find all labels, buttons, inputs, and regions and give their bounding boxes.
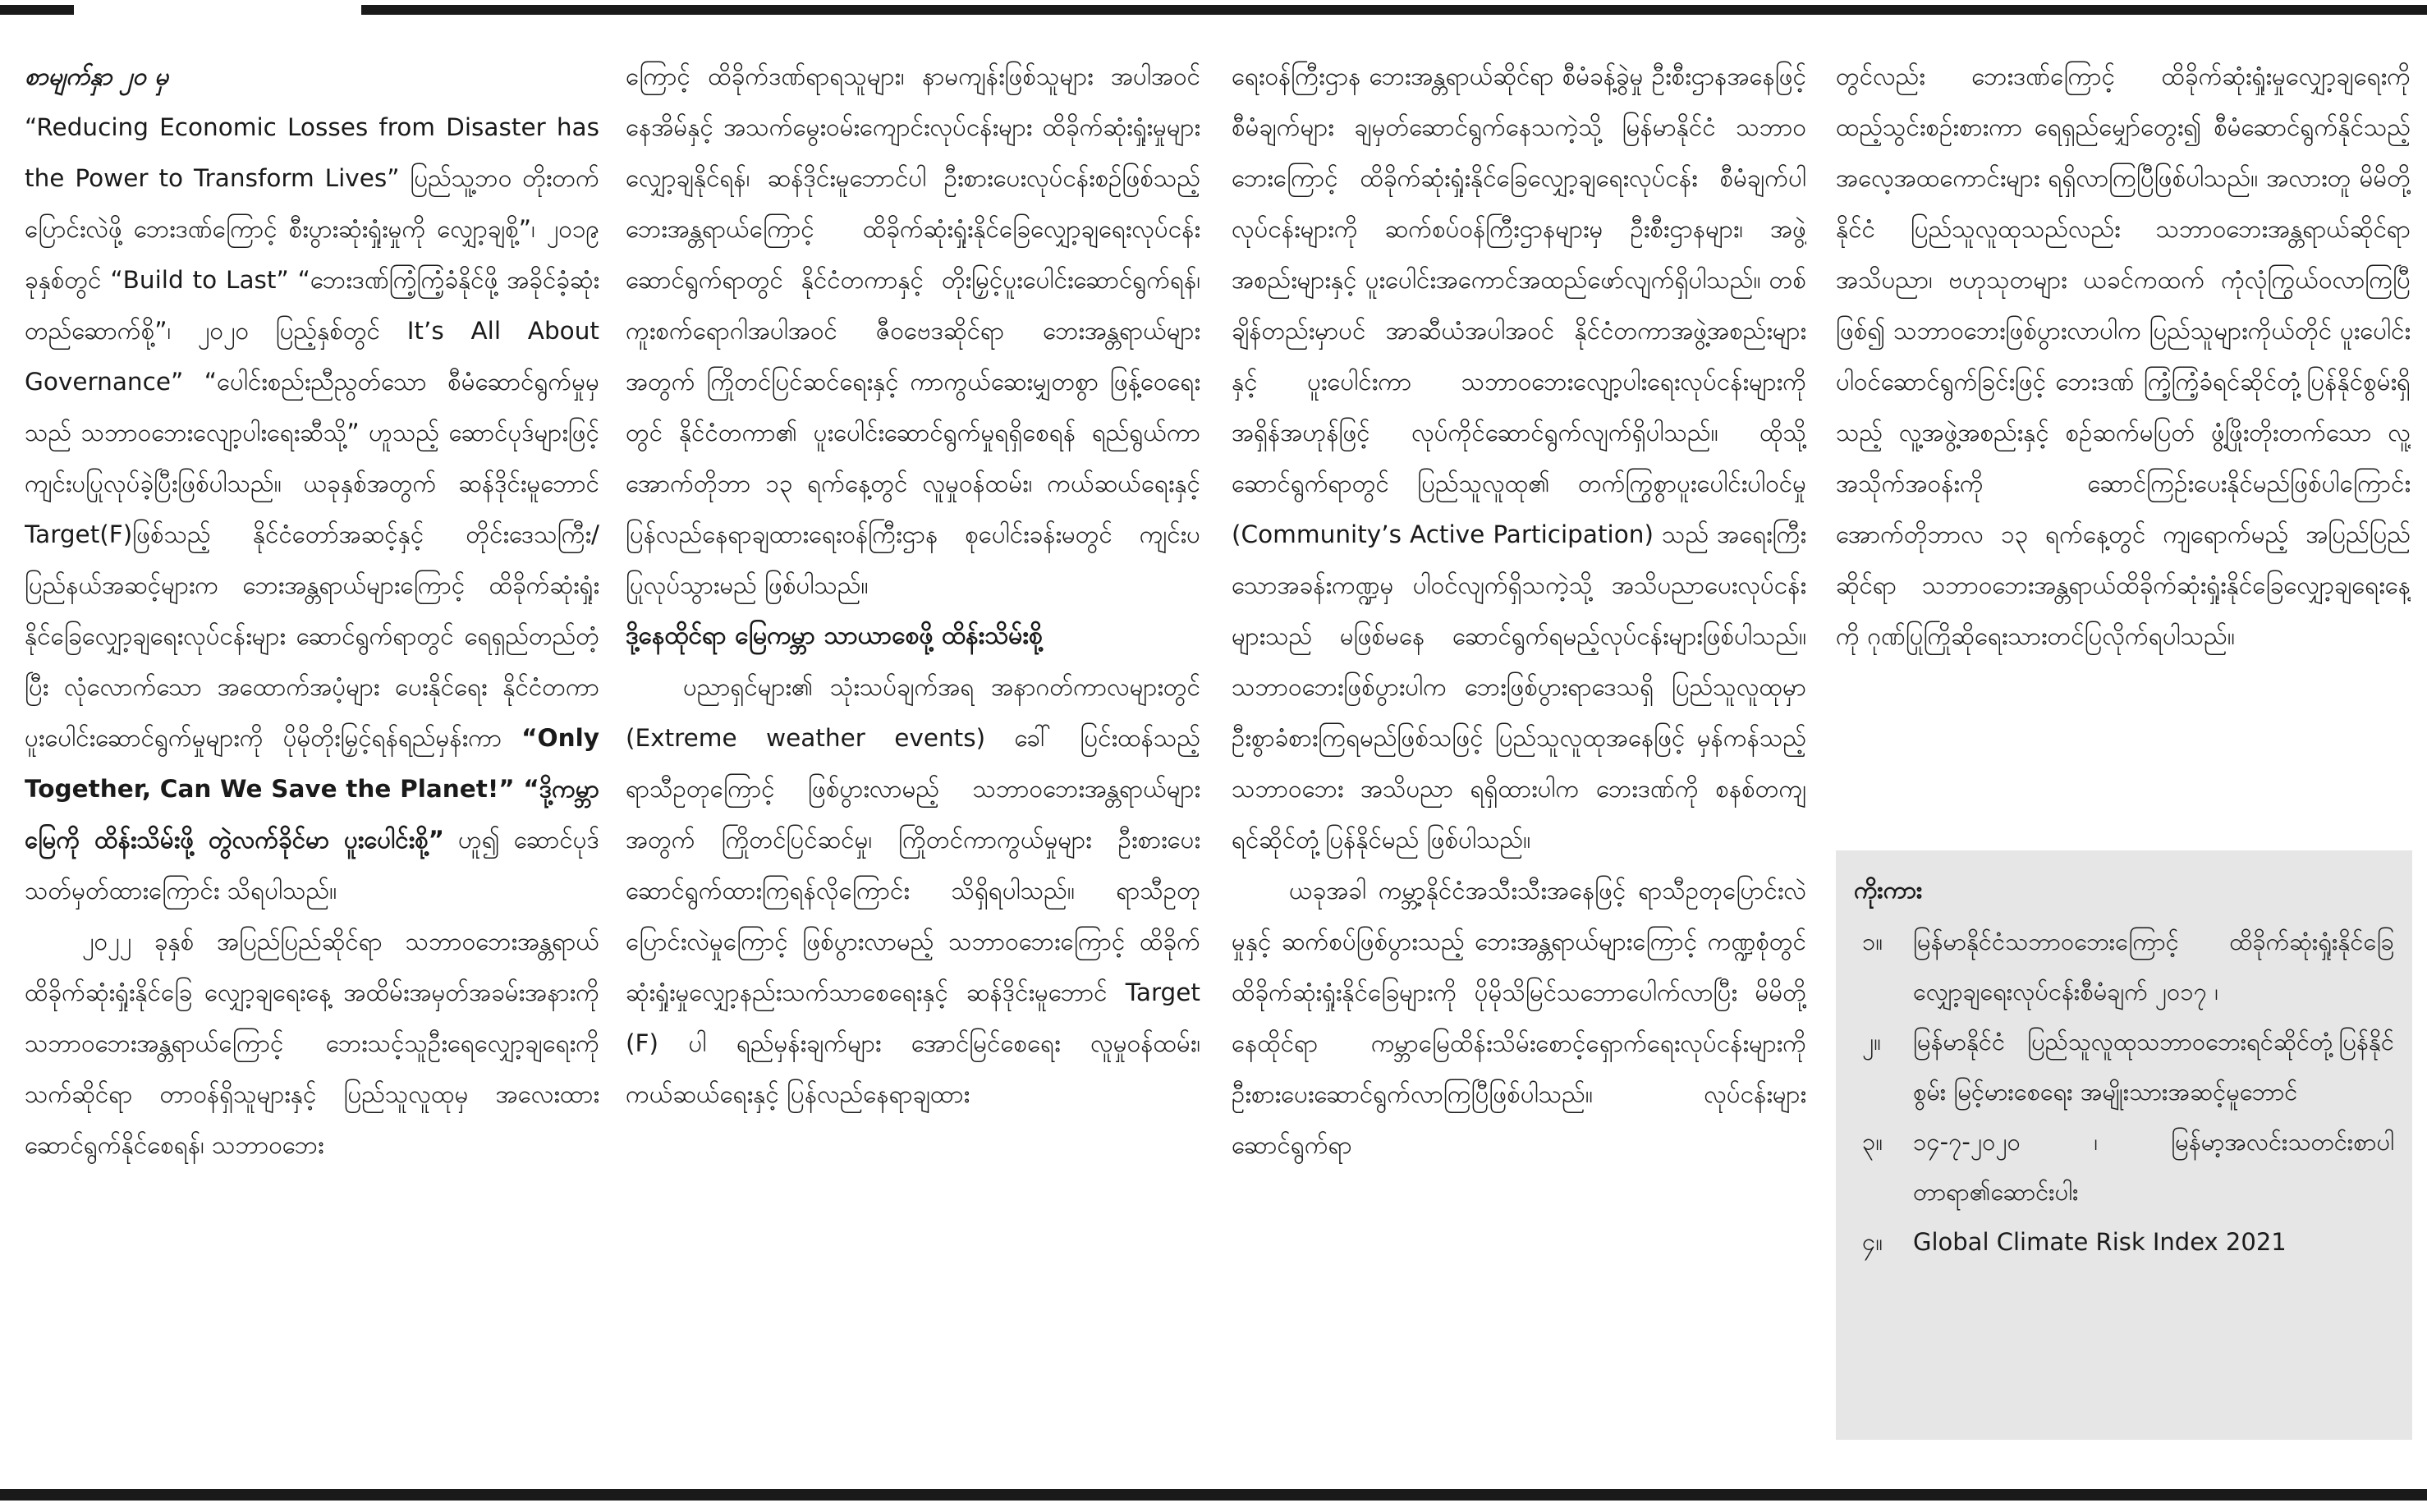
col1-paragraph-1 xyxy=(25,102,599,916)
col2-paragraph-1: ကြောင့် ထိခိုက်ဒဏ်ရာရသူများ၊ နာမကျန်းဖြစ်သူများ အပါအဝင် နေအိမ်နှင့် အသက်မွေးဝမ်းကျောင်းလုပ်ငန်းများ ထိခိုက်ဆုံးရှုံးမှုများ လျှော့ချနိုင်ရန်၊ ဆန်ဒိုင်းမူဘောင်ပါ ဦးစားပေးလုပ်ငန်းစဉ်ဖြစ်သည့် ဘေးအန္တရာယ်ကြောင့် ထိခိုက်ဆုံးရှုံးနိုင်ခြေလျှော့ချရေးလုပ်ငန်း ဆောင်ရွက်ရာတွင် နိုင်ငံတကာနှင့် တိုးမြှင့်ပူးပေါင်းဆောင်ရွက်ရန်၊ ကူးစက်ရောဂါအပါအဝင် ဇီဝဗေဒဆိုင်ရာ ဘေးအန္တရာယ်များအတွက် ကြိုတင်ပြင်ဆင်ရေးနှင့် ကာကွယ်ဆေးမျှတစွာ ဖြန့်ဝေရေးတွင် နိုင်ငံတကာ၏ ပူးပေါင်းဆောင်ရွက်မှုရရှိစေရန် ရည်ရွယ်ကာ အောက်တိုဘာ ၁၃ ရက်နေ့တွင် လူမှုဝန်ထမ်း၊ ကယ်ဆယ်ရေးနှင့် ပြန်လည်နေရာချထားရေးဝန်ကြီးဌာန စုပေါင်းခန်းမတွင် ကျင်းပပြုလုပ်သွားမည် ဖြစ်ပါသည်။ xyxy=(626,62,1200,599)
bottom-rule xyxy=(0,1489,2427,1501)
article-column-2 xyxy=(626,51,1200,1455)
article-column-3 xyxy=(1232,51,1806,1455)
reference-text: ၁၄-၇-၂၀၂၀ ၊ မြန်မာ့အလင်းသတင်းစာပါ တာရာ၏ဆောင်းပါး xyxy=(1913,1128,2394,1206)
article-column-4 xyxy=(1836,51,2411,831)
reference-number: ၂။ xyxy=(1862,1028,1882,1056)
reference-item xyxy=(1854,1017,2394,1117)
reference-text: မြန်မာနိုင်ငံ ပြည်သူလူထုသဘာဝဘေးရင်ဆိုင်တုံ့ပြန်နိုင်စွမ်း မြင့်မားစေရေး အမျိုးသားအဆင့်မူဘောင် xyxy=(1913,1028,2394,1106)
reference-text: Global Climate Risk Index 2021 xyxy=(1913,1228,2287,1256)
slogan-text: “Only Together, Can We Save the Planet!” “ဒို့ကမ္ဘာမြေကို ထိန်းသိမ်းဖို့ တွဲလက်ခိုင်မာ ပူးပေါင်းစို့” xyxy=(25,724,599,854)
references-title: ကိုးကား xyxy=(1854,876,1923,904)
reference-number: ၄။ xyxy=(1862,1228,1883,1256)
col2-paragraph-2: ပညာရှင်များ၏ သုံးသပ်ချက်အရ အနာဂတ်ကာလများတွင် (Extreme weather events) ခေါ် ပြင်းထန်သည့် ရာသီဥတုကြောင့် ဖြစ်ပွားလာမည့် သဘာဝဘေးအန္တရာယ်များအတွက် ကြိုတင်ပြင်ဆင်မှု၊ ကြိုတင်ကာကွယ်မှုများ ဦးစားပေးဆောင်ရွက်ထားကြရန်လိုကြောင်း သိရှိရပါသည်။ ရာသီဥတုပြောင်းလဲမှုကြောင့် ဖြစ်ပွားလာမည့် သဘာဝဘေးကြောင့် ထိခိုက်ဆုံးရှုံးမှုလျှော့နည်းသက်သာစေရေးနှင့် ဆန်ဒိုင်းမူဘောင် Target (F) ပါ ရည်မှန်းချက်များ အောင်မြင်စေရေး လူမှုဝန်ထမ်း၊ ကယ်ဆယ်ရေးနှင့် ပြန်လည်နေရာချထား xyxy=(626,673,1200,1108)
col1-paragraph-2: ၂၀၂၂ ခုနှစ် အပြည်ပြည်ဆိုင်ရာ သဘာဝဘေးအန္တရာယ် ထိခိုက်ဆုံးရှုံးနိုင်ခြေ လျှော့ချရေးနေ့ အထိမ်းအမှတ်အခမ်းအနားကို သဘာဝဘေးအန္တရာယ်ကြောင့် ဘေးသင့်သူဦးရေလျှော့ချရေးကို သက်ဆိုင်ရာ တာဝန်ရှိသူများနှင့် ပြည်သူလူထုမှ အလေးထားဆောင်ရွက်နိုင်စေရန်၊ သဘာဝဘေး xyxy=(25,928,599,1159)
reference-text: မြန်မာနိုင်ငံသဘာဝဘေးကြောင့် ထိခိုက်ဆုံးရှုံးနိုင်ခြေလျှော့ချရေးလုပ်ငန်းစီမံချက် ၂၀၁၇ ၊ xyxy=(1913,928,2394,1006)
section-heading: ဒို့နေထိုင်ရာ မြေကမ္ဘာ သာယာစေဖို့ ထိန်းသိမ်းစို့ xyxy=(626,621,1043,650)
reference-item xyxy=(1854,1117,2394,1217)
reference-number: ၃။ xyxy=(1862,1128,1883,1156)
col3-paragraph-2: ယခုအခါ ကမ္ဘာ့နိုင်ငံအသီးသီးအနေဖြင့် ရာသီဥတုပြောင်းလဲမှုနှင့် ဆက်စပ်ဖြစ်ပွားသည့် ဘေးအန္တရာယ်များကြောင့် ကဏ္ဍစုံတွင် ထိခိုက်ဆုံးရှုံးနိုင်ခြေများကို ပိုမိုသိမြင်သဘောပေါက်လာပြီး မိမိတို့နေထိုင်ရာ ကမ္ဘာမြေထိန်းသိမ်းစောင့်ရှောက်ရေးလုပ်ငန်းများကို ဦးစားပေးဆောင်ရွက်လာကြပြီဖြစ်ပါသည်။ လုပ်ငန်းများ ဆောင်ရွက်ရာ xyxy=(1232,877,1806,1159)
references-box xyxy=(1836,850,2412,1440)
reference-item xyxy=(1854,917,2394,1017)
col1-paragraph-1-text: “Reducing Economic Losses from Disaster has the Power to Transform Lives” ပြည်သူ့ဘဝ တိုးတက်ပြောင်းလဲဖို့ ဘေးဒဏ်ကြောင့် စီးပွားဆုံးရှုံးမှုကို လျှော့ချစို့”၊ ၂၀၁၉ ခုနှစ်တွင် “Build to Last” “ဘေးဒဏ်ကြံ့ကြံ့ခံနိုင်ဖို့ အခိုင်ခံ့ဆုံး တည်ဆောက်စို့”၊ ၂၀၂၀ ပြည့်နှစ်တွင် It’s All About Governance” “ပေါင်းစည်းညီညွတ်သော စီမံဆောင်ရွက်မှုမှသည် သဘာဝဘေးလျော့ပါးရေးဆီသို့” ဟူသည့် ဆောင်ပုဒ်များဖြင့် ကျင်းပပြုလုပ်ခဲ့ပြီးဖြစ်ပါသည်။ ယခုနှစ်အတွက် ဆန်ဒိုင်းမူဘောင် Target(F)ဖြစ်သည့် နိုင်ငံတော်အဆင့်နှင့် တိုင်းဒေသကြီး/ပြည်နယ်အဆင့်များက ဘေးအန္တရာယ်များကြောင့် ထိခိုက်ဆုံးရှုံးနိုင်ခြေလျှော့ချရေးလုပ်ငန်းများ ဆောင်ရွက်ရာတွင် ရေရှည်တည်တံ့ပြီး လုံလောက်သော အထောက်အပံ့များ ပေးနိုင်ရေး နိုင်ငံတကာ ပူးပေါင်းဆောင်ရွက်မှုများကို ပိုမိုတိုးမြှင့်ရန်ရည်မှန်းကာ xyxy=(25,113,599,752)
reference-item xyxy=(1854,1217,2394,1267)
col1-paragraph-1-end: ဟူ၍ ဆောင်ပုဒ်သတ်မှတ်ထားကြောင်း သိရပါသည်။ xyxy=(25,826,599,905)
article-column-1 xyxy=(25,51,599,1455)
continued-from-label: စာမျက်နှာ ၂၀ မှ xyxy=(25,62,168,90)
col4-paragraph-1: တွင်လည်း ဘေးဒဏ်ကြောင့် ထိခိုက်ဆုံးရှုံးမှုလျှော့ချရေးကို ထည့်သွင်းစဉ်းစားကာ ရေရှည်မျှော်တွေး၍ စီမံဆောင်ရွက်နိုင်သည့် အလေ့အထကောင်းများ ရရှိလာကြပြီဖြစ်ပါသည်။ အလားတူ မိမိတို့နိုင်ငံ ပြည်သူလူထုသည်လည်း သဘာဝဘေးအန္တရာယ်ဆိုင်ရာ အသိပညာ၊ ဗဟုသုတများ ယခင်ကထက် ကုံလုံကြွယ်ဝလာကြပြီဖြစ်၍ သဘာဝဘေးဖြစ်ပွားလာပါက ပြည်သူများကိုယ်တိုင် ပူးပေါင်းပါဝင်ဆောင်ရွက်ခြင်းဖြင့် ဘေးဒဏ် ကြံ့ကြံ့ခံရင်ဆိုင်တုံ့ပြန်နိုင်စွမ်းရှိသည့် လူ့အဖွဲ့အစည်းနှင့် စဉ်ဆက်မပြတ် ဖွံ့ဖြိုးတိုးတက်သော လူ့အသိုက်အဝန်းကို ဆောင်ကြဉ်းပေးနိုင်မည်ဖြစ်ပါကြောင်း အောက်တိုဘာလ ၁၃ ရက်နေ့တွင် ကျရောက်မည့် အပြည်ပြည်ဆိုင်ရာ သဘာဝဘေးအန္တရာယ်ထိခိုက်ဆုံးရှုံးနိုင်ခြေလျှော့ချရေးနေ့ကို ဂုဏ်ပြုကြိုဆိုရေးသားတင်ပြလိုက်ရပါသည်။ xyxy=(1836,62,2411,650)
reference-number: ၁။ xyxy=(1862,928,1883,955)
col3-paragraph-1: ရေးဝန်ကြီးဌာန ဘေးအန္တရာယ်ဆိုင်ရာ စီမံခန့်ခွဲမှု ဦးစီးဌာနအနေဖြင့် စီမံချက်များ ချမှတ်ဆောင်ရွက်နေသကဲ့သို့ မြန်မာနိုင်ငံ သဘာဝဘေးကြောင့် ထိခိုက်ဆုံးရှုံးနိုင်ခြေလျှော့ချရေးလုပ်ငန်း စီမံချက်ပါ လုပ်ငန်းများကို ဆက်စပ်ဝန်ကြီးဌာနများမှ ဦးစီးဌာနများ၊ အဖွဲ့အစည်းများနှင့် ပူးပေါင်းအကောင်အထည်ဖော်လျက်ရှိပါသည်။ တစ်ချိန်တည်းမှာပင် အာဆီယံအပါအဝင် နိုင်ငံတကာအဖွဲ့အစည်းများနှင့် ပူးပေါင်းကာ သဘာဝဘေးလျော့ပါးရေးလုပ်ငန်းများကို အရှိန်အဟုန်ဖြင့် လုပ်ကိုင်ဆောင်ရွက်လျက်ရှိပါသည်။ ထိုသို့ဆောင်ရွက်ရာတွင် ပြည်သူလူထု၏ တက်ကြွစွာပူးပေါင်းပါဝင်မှု (Community’s Active Participation) သည် အရေးကြီးသောအခန်းကဏ္ဍမှ ပါဝင်လျက်ရှိသကဲ့သို့ အသိပညာပေးလုပ်ငန်းများသည် မဖြစ်မနေ ဆောင်ရွက်ရမည့်လုပ်ငန်းများဖြစ်ပါသည်။ သဘာဝဘေးဖြစ်ပွားပါက ဘေးဖြစ်ပွားရာဒေသရှိ ပြည်သူလူထုမှာ ဦးစွာခံစားကြရမည်ဖြစ်သဖြင့် ပြည်သူလူထုအနေဖြင့် မှန်ကန်သည့် သဘာဝဘေး အသိပညာ ရရှိထားပါက ဘေးဒဏ်ကို စနစ်တကျ ရင်ဆိုင်တုံ့ပြန်နိုင်မည် ဖြစ်ပါသည်။ xyxy=(1232,62,1806,854)
top-rule-long xyxy=(361,5,2427,15)
top-rule-short xyxy=(0,5,74,15)
